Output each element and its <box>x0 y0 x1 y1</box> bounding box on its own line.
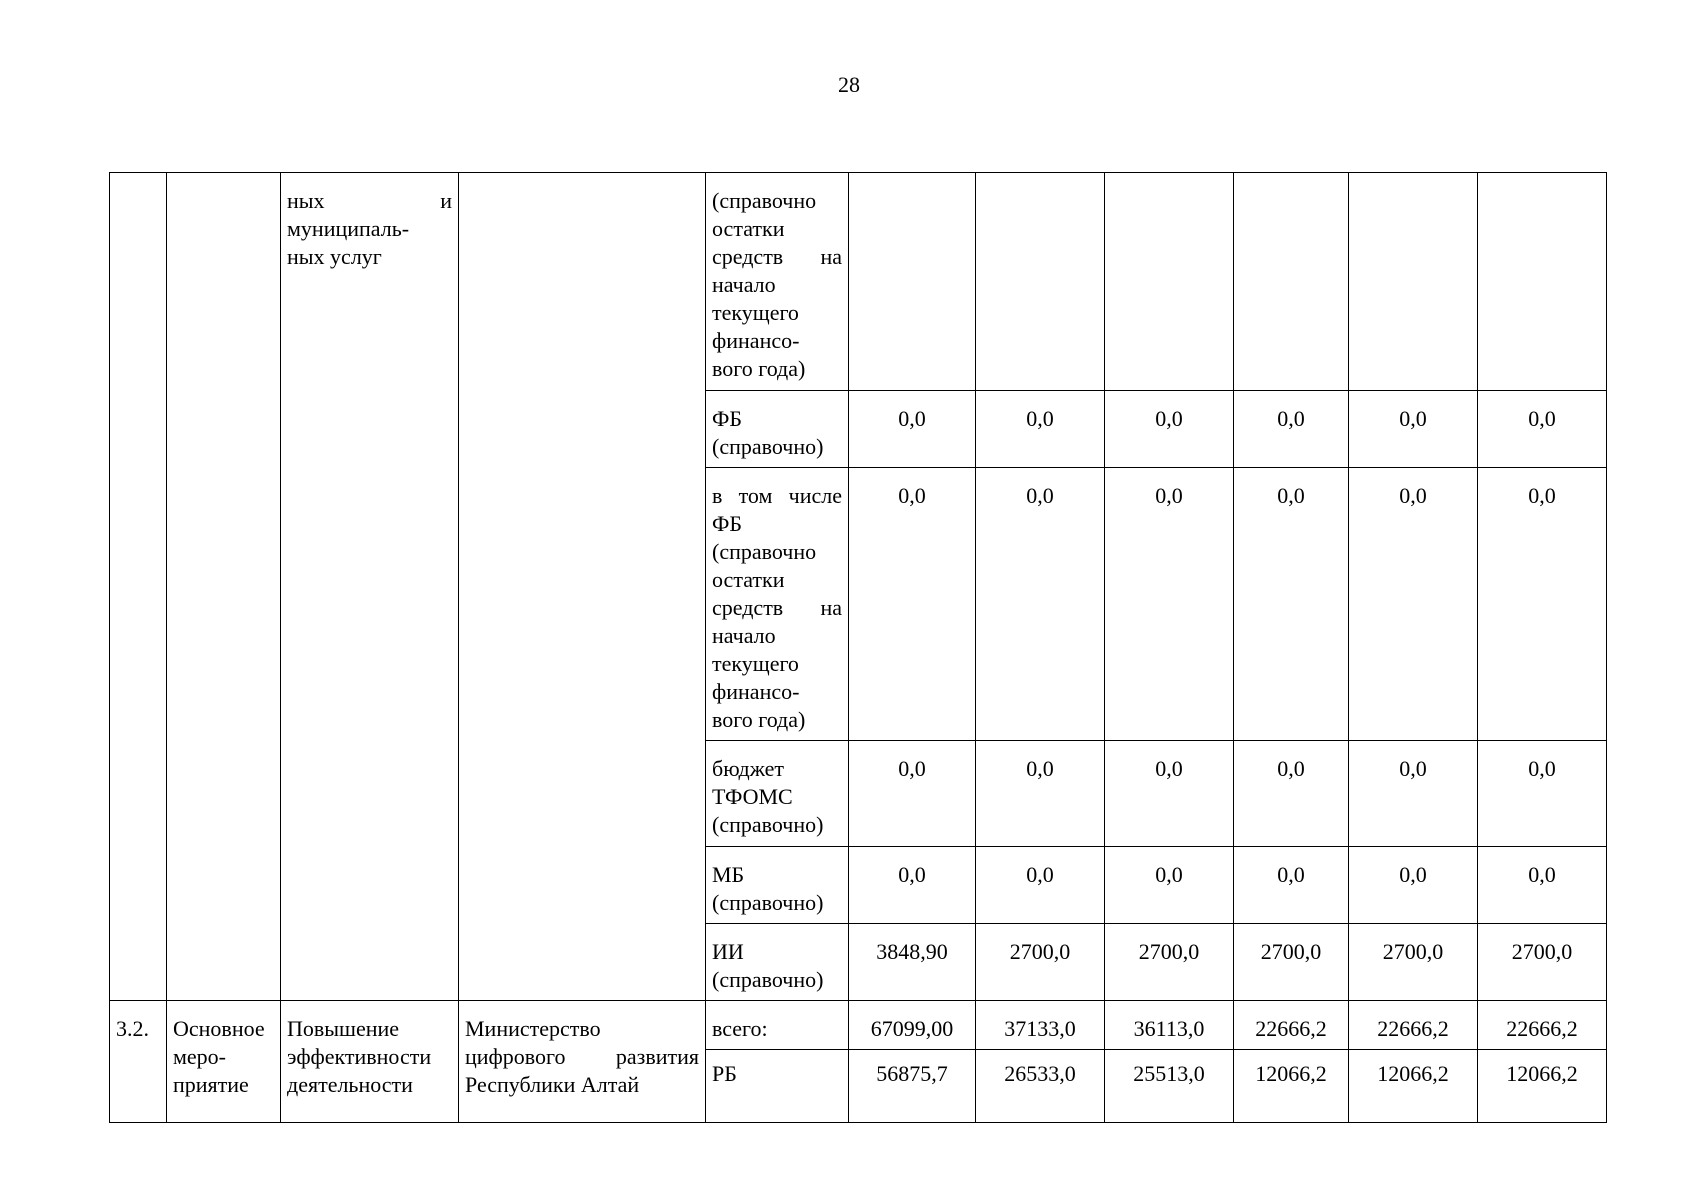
value-cell: 0,0 <box>1478 847 1607 924</box>
item-number-cell: 3.2. <box>110 1001 167 1123</box>
page-number: 28 <box>838 72 860 97</box>
value-cell: 0,0 <box>976 468 1105 741</box>
value-cell: 12066,2 <box>1349 1050 1478 1123</box>
value-cell: 22666,2 <box>1349 1001 1478 1050</box>
value-cell <box>1234 173 1349 391</box>
value-cell: 2700,0 <box>976 924 1105 1001</box>
value-cell: 0,0 <box>1349 468 1478 741</box>
table-row <box>110 1001 1607 1050</box>
value-cell: 0,0 <box>1105 847 1234 924</box>
value-cell: 12066,2 <box>1234 1050 1349 1123</box>
value-cell: 0,0 <box>1478 468 1607 741</box>
funding-source-cell: РБ <box>706 1050 849 1123</box>
value-cell <box>1105 173 1234 391</box>
value-cell: 0,0 <box>1478 741 1607 847</box>
value-cell: 0,0 <box>976 391 1105 468</box>
value-cell: 0,0 <box>1105 468 1234 741</box>
value-cell: 22666,2 <box>1478 1001 1607 1050</box>
value-cell <box>1478 173 1607 391</box>
value-cell: 2700,0 <box>1478 924 1607 1001</box>
value-cell: 0,0 <box>1234 391 1349 468</box>
activity-name-cell: ных и муниципаль- ных услуг <box>281 173 459 1001</box>
budget-table <box>109 172 1607 1123</box>
value-cell <box>1349 173 1478 391</box>
type-cell-empty <box>167 173 281 1001</box>
value-cell: 0,0 <box>1234 847 1349 924</box>
value-cell: 0,0 <box>849 847 976 924</box>
executor-cell-empty <box>459 173 706 1001</box>
value-cell: 2700,0 <box>1234 924 1349 1001</box>
value-cell: 3848,90 <box>849 924 976 1001</box>
value-cell: 26533,0 <box>976 1050 1105 1123</box>
value-cell: 56875,7 <box>849 1050 976 1123</box>
value-cell: 0,0 <box>1349 391 1478 468</box>
value-cell: 0,0 <box>1234 741 1349 847</box>
table-row <box>110 173 1607 391</box>
value-cell: 0,0 <box>1478 391 1607 468</box>
value-cell: 0,0 <box>976 847 1105 924</box>
funding-source-cell: ФБ (справочно) <box>706 391 849 468</box>
value-cell: 12066,2 <box>1478 1050 1607 1123</box>
value-cell: 25513,0 <box>1105 1050 1234 1123</box>
activity-name-first-line: ных и <box>287 188 452 213</box>
funding-source-cell: бюджет ТФОМС (справочно) <box>706 741 849 847</box>
value-cell: 0,0 <box>1349 741 1478 847</box>
value-cell: 0,0 <box>1234 468 1349 741</box>
value-cell: 2700,0 <box>1105 924 1234 1001</box>
funding-source-cell: всего: <box>706 1001 849 1050</box>
funding-source-cell: ИИ (справочно) <box>706 924 849 1001</box>
value-cell: 67099,00 <box>849 1001 976 1050</box>
value-cell: 36113,0 <box>1105 1001 1234 1050</box>
value-cell: 2700,0 <box>1349 924 1478 1001</box>
number-cell-empty <box>110 173 167 1001</box>
value-cell <box>976 173 1105 391</box>
value-cell: 0,0 <box>1105 741 1234 847</box>
funding-source-cell: в том числе ФБ (справочно остатки средств на начало текущего финансо- вого года) <box>706 468 849 741</box>
value-cell: 0,0 <box>849 468 976 741</box>
funding-source-cell: (справочно остатки средств на начало текущего финансо- вого года) <box>706 173 849 391</box>
value-cell: 0,0 <box>976 741 1105 847</box>
value-cell: 0,0 <box>849 741 976 847</box>
value-cell: 0,0 <box>1349 847 1478 924</box>
value-cell: 37133,0 <box>976 1001 1105 1050</box>
value-cell <box>849 173 976 391</box>
value-cell: 22666,2 <box>1234 1001 1349 1050</box>
item-type-cell: Основное меро- приятие <box>167 1001 281 1123</box>
item-executor-cell: Министерство цифрового развития Республики Алтай <box>459 1001 706 1123</box>
value-cell: 0,0 <box>849 391 976 468</box>
value-cell: 0,0 <box>1105 391 1234 468</box>
item-name-cell: Повышение эффективности деятельности <box>281 1001 459 1123</box>
funding-source-cell: МБ (справочно) <box>706 847 849 924</box>
